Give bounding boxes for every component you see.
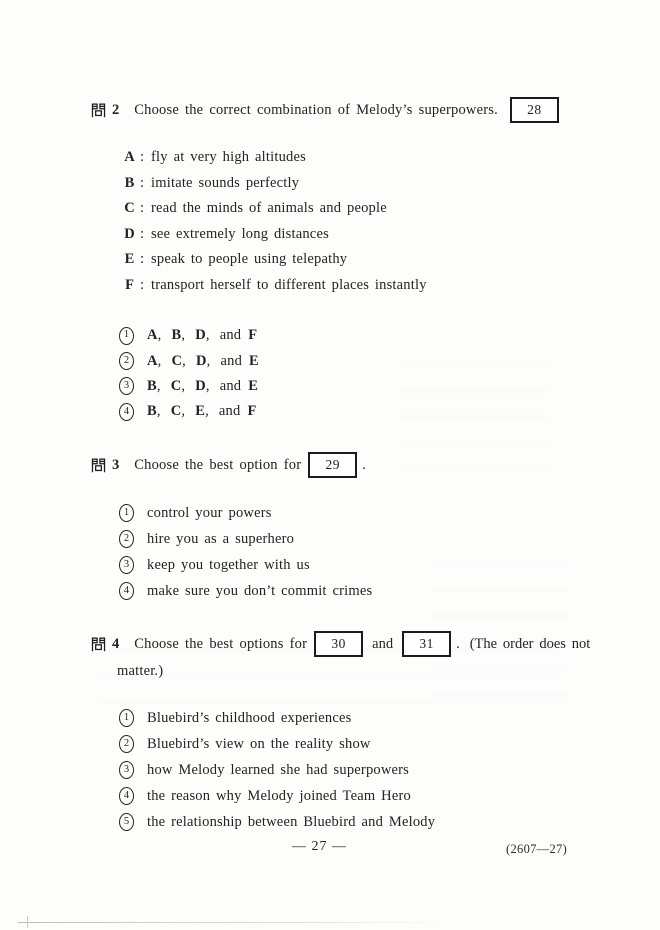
answer-choice-4 <box>119 399 259 424</box>
answer-choice-2 <box>119 526 372 552</box>
comma-separator: , <box>206 352 211 369</box>
answer-choice-4 <box>119 783 435 809</box>
answer-choice-2 <box>119 731 435 757</box>
comma-separator: , <box>181 377 186 394</box>
answer-box-29: 29 <box>308 452 357 478</box>
superpower-item-D <box>123 222 427 248</box>
answer-choice-4 <box>119 578 372 604</box>
combo-letter: B <box>147 403 157 420</box>
combo-letter: C <box>170 377 182 394</box>
option-letter: D <box>124 225 135 242</box>
combo-letter: D <box>195 327 206 344</box>
combo-letter: E <box>248 377 259 394</box>
question-2-prompt: Choose the correct combination of Melody’s superpowers. <box>134 101 498 118</box>
circled-number: 1 <box>119 327 134 345</box>
question-number: 3 <box>112 456 120 473</box>
mon-kanji-icon <box>90 636 107 653</box>
colon-separator: : <box>140 225 145 242</box>
question-4-choices <box>119 705 435 835</box>
page-number: — 27 — <box>292 839 347 854</box>
question-3-prompt: Choose the best option for <box>134 456 302 473</box>
option-text: see extremely long distances <box>151 225 329 242</box>
combo-letter: F <box>247 403 257 420</box>
choice-text: hire you as a superhero <box>147 530 295 547</box>
superpower-item-E <box>123 247 427 273</box>
colon-separator: : <box>140 149 145 166</box>
option-letter: F <box>125 276 134 293</box>
and-word: and <box>220 352 243 369</box>
question-3-header <box>90 452 366 478</box>
colon-separator: : <box>140 276 145 293</box>
combo-letter: A <box>147 352 158 369</box>
option-letter: E <box>124 251 135 268</box>
question-4-header <box>90 631 590 657</box>
combo-letter: A <box>147 327 158 344</box>
combo-letter: C <box>171 352 183 369</box>
question-2-header <box>90 97 559 123</box>
combination-text <box>147 353 259 370</box>
circled-number: 3 <box>119 556 134 574</box>
answer-box-28: 28 <box>510 97 559 123</box>
option-text: fly at very high altitudes <box>151 149 306 166</box>
superpower-item-C <box>123 196 427 222</box>
option-letter: A <box>124 149 135 166</box>
comma-separator: , <box>157 352 162 369</box>
circled-number: 2 <box>119 735 134 753</box>
superpower-item-F <box>123 273 427 299</box>
circled-number: 3 <box>119 377 134 395</box>
choice-text: Bluebird’s childhood experiences <box>147 709 352 726</box>
superpower-item-A <box>123 145 427 171</box>
question-4-prompt: Choose the best options for <box>134 635 308 652</box>
comma-separator: , <box>181 327 186 344</box>
combo-letter: C <box>170 403 182 420</box>
and-word: and <box>218 403 241 420</box>
mon-kanji-icon <box>90 102 107 119</box>
order-note-line2: matter.) <box>117 663 164 679</box>
answer-choice-1 <box>119 323 259 348</box>
circled-number: 4 <box>119 403 134 421</box>
choice-text: make sure you don’t commit crimes <box>147 582 373 599</box>
print-code: (2607—27) <box>506 842 568 856</box>
order-note-line1: (The order does not <box>469 635 591 652</box>
option-text: transport herself to different places instantly <box>151 276 427 293</box>
answer-choice-1 <box>119 500 372 526</box>
choice-text: Bluebird’s view on the reality show <box>147 735 371 752</box>
combo-letter: E <box>195 403 206 420</box>
choice-text: the relationship between Bluebird and Melody <box>147 813 436 830</box>
circled-number: 4 <box>119 787 134 805</box>
sentence-period: . <box>456 635 460 652</box>
and-word: and <box>219 327 242 344</box>
choice-text: control your powers <box>147 504 272 521</box>
sentence-period: . <box>362 456 366 473</box>
circled-number: 2 <box>119 530 134 548</box>
combo-letter: B <box>147 377 157 394</box>
combo-letter: E <box>249 352 259 369</box>
combo-letter: F <box>248 327 258 344</box>
option-text: speak to people using telepathy <box>151 251 348 268</box>
and-connector: and <box>372 635 394 652</box>
answer-box-30: 30 <box>314 631 363 657</box>
comma-separator: , <box>157 327 162 344</box>
answer-choice-1 <box>119 705 435 731</box>
combo-letter: D <box>196 352 207 369</box>
comma-separator: , <box>156 403 161 420</box>
option-text: read the minds of animals and people <box>151 200 387 217</box>
question-number: 2 <box>112 101 120 118</box>
comma-separator: , <box>156 377 161 394</box>
combo-letter: B <box>171 327 182 344</box>
colon-separator: : <box>140 251 145 268</box>
combination-text <box>147 327 257 344</box>
bleed-through-smudge <box>398 355 548 470</box>
colon-separator: : <box>140 200 145 217</box>
bleed-through-smudge <box>430 545 570 695</box>
scan-edge-tick <box>27 916 28 928</box>
answer-choice-3 <box>119 757 435 783</box>
combination-text <box>147 403 257 420</box>
combination-text <box>147 378 258 395</box>
comma-separator: , <box>181 403 186 420</box>
answer-box-31: 31 <box>402 631 451 657</box>
and-word: and <box>219 377 242 394</box>
comma-separator: , <box>182 352 186 369</box>
circled-number: 1 <box>119 504 134 522</box>
answer-choice-2 <box>119 348 259 373</box>
comma-separator: , <box>205 377 210 394</box>
question-2-choices <box>119 323 259 425</box>
comma-separator: , <box>205 403 209 420</box>
option-letter: B <box>124 174 135 191</box>
choice-text: how Melody learned she had superpowers <box>147 761 410 778</box>
choice-text: the reason why Melody joined Team Hero <box>147 787 411 804</box>
answer-choice-3 <box>119 374 259 399</box>
colon-separator: : <box>140 174 145 191</box>
question-3-choices <box>119 500 372 604</box>
choice-text: keep you together with us <box>147 556 310 573</box>
circled-number: 5 <box>119 813 134 831</box>
answer-choice-3 <box>119 552 372 578</box>
superpower-option-list <box>123 145 427 298</box>
option-letter: C <box>124 200 135 217</box>
circled-number: 3 <box>119 761 134 779</box>
scan-edge-line <box>18 922 448 923</box>
superpower-item-B <box>123 171 427 197</box>
circled-number: 1 <box>119 709 134 727</box>
comma-separator: , <box>205 327 210 344</box>
answer-choice-5 <box>119 809 435 835</box>
option-text: imitate sounds perfectly <box>151 174 300 191</box>
circled-number: 4 <box>119 582 134 600</box>
combo-letter: D <box>195 377 206 394</box>
mon-kanji-icon <box>90 457 107 474</box>
circled-number: 2 <box>119 352 134 370</box>
question-number: 4 <box>112 635 120 652</box>
